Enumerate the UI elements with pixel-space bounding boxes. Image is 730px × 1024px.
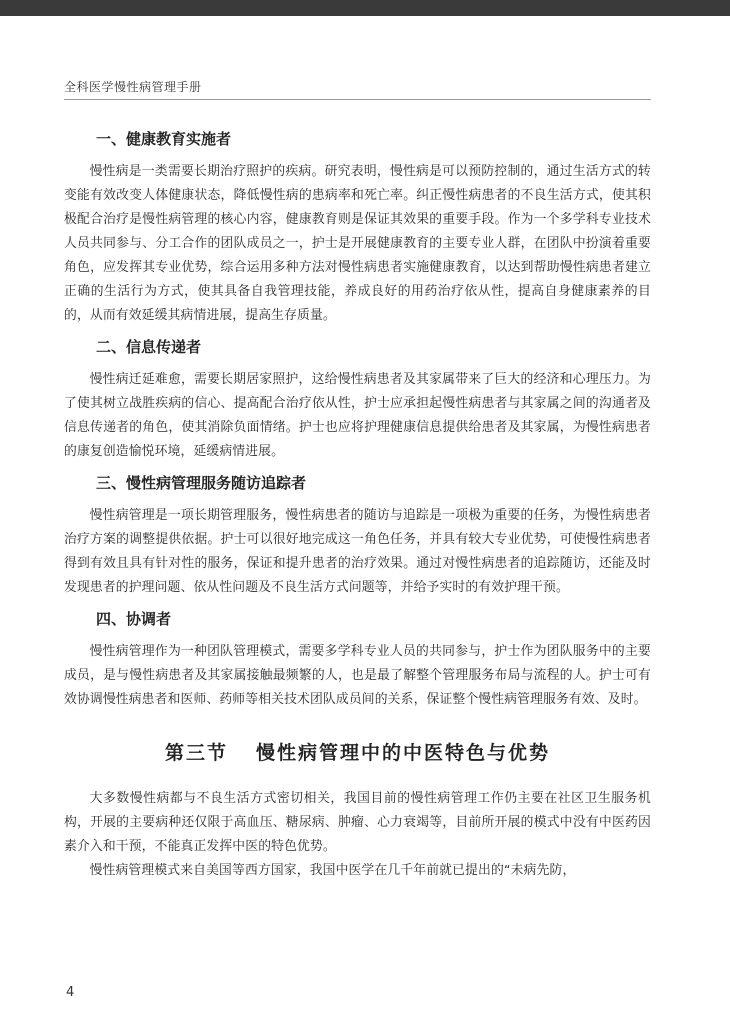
section-paragraph: 慢性病是一类需要长期治疗照护的疾病。研究表明，慢性病是可以预防控制的，通过生活方式的转变能有效改变人体健康状态，降低慢性病的患病率和死亡率。纠正慢性病患者的不良生活方式，使其积极配合治疗是慢性病管理的核心内容，健康教育则是保证其效果的重要手段。作为一个多学科专业技术人员共同参与、分工合作的团队成员之一，护士是开展健康教育的主要专业人群，在团队中扮演着重要角色，应发挥其专业优势，综合运用多种方法对慢性病患者实施健康教育，以达到帮助慢性病患者建立正确的生活行为方式，使其具备自我管理技能，养成良好的用药治疗依从性，提高自身健康素养的目的，从而有效延缓其病情进展，提高生存质量。 (64, 164, 651, 323)
page-body (64, 128, 651, 883)
section-coordinator (64, 608, 651, 712)
section-follow-up-tracker (64, 472, 651, 600)
chapter-number: 第三节 (164, 742, 228, 764)
section-information-transmitter (64, 336, 651, 464)
section-health-education (64, 128, 651, 328)
section-heading: 一、健康教育实施者 (96, 130, 232, 148)
section-heading: 二、信息传递者 (96, 338, 202, 356)
running-header: 全科医学慢性病管理手册 (64, 80, 202, 94)
chapter-title: 慢性病管理中的中医特色与优势 (256, 742, 551, 764)
section-heading: 四、协调者 (96, 610, 172, 628)
chapter-paragraph: 大多数慢性病都与不良生活方式密切相关，我国目前的慢性病管理工作仍主要在社区卫生服务机构，开展的主要病种还仅限于高血压、糖尿病、肿瘤、心力衰竭等，目前所开展的模式中没有中医药因素介入和干预，不能真正发挥中医的特色优势。 (64, 791, 651, 854)
section-heading: 三、慢性病管理服务随访追踪者 (96, 474, 307, 492)
header-rule (64, 99, 651, 100)
chapter-heading (64, 738, 651, 765)
top-bar (0, 0, 730, 16)
section-paragraph: 慢性病管理是一项长期管理服务，慢性病患者的随访与追踪是一项极为重要的任务，为慢性病患者治疗方案的调整提供依据。护士可以很好地完成这一角色任务，并具有较大专业优势，可使慢性病患者得到有效且具有针对性的服务，保证和提升患者的治疗效果。通过对慢性病患者的追踪随访，还能及时发现患者的护理问题、依从性问题及不良生活方式问题等，并给予实时的有效护理干预。 (64, 508, 651, 595)
chapter-paragraph: 慢性病管理模式来自美国等西方国家，我国中医学在几千年前就已提出的“未病先防， (89, 863, 576, 878)
section-paragraph: 慢性病迁延难愈，需要长期居家照护，这给慢性病患者及其家属带来了巨大的经济和心理压力。为了使其树立战胜疾病的信心、提高配合治疗依从性，护士应承担起慢性病患者与其家属之间的沟通者及信息传递者的角色，使其消除负面情绪。护士也应将护理健康信息提供给患者及其家属，为慢性病患者的康复创造愉悦环境，延缓病情进展。 (64, 372, 651, 459)
section-paragraph: 慢性病管理作为一种团队管理模式，需要多学科专业人员的共同参与，护士作为团队服务中的主要成员，是与慢性病患者及其家属接触最频繁的人，也是最了解整个管理服务布局与流程的人。护士可有效协调慢性病患者和医师、药师等相关技术团队成员间的关系，保证整个慢性病管理服务有效、及时。 (64, 644, 651, 707)
page-number: 4 (66, 985, 75, 1000)
